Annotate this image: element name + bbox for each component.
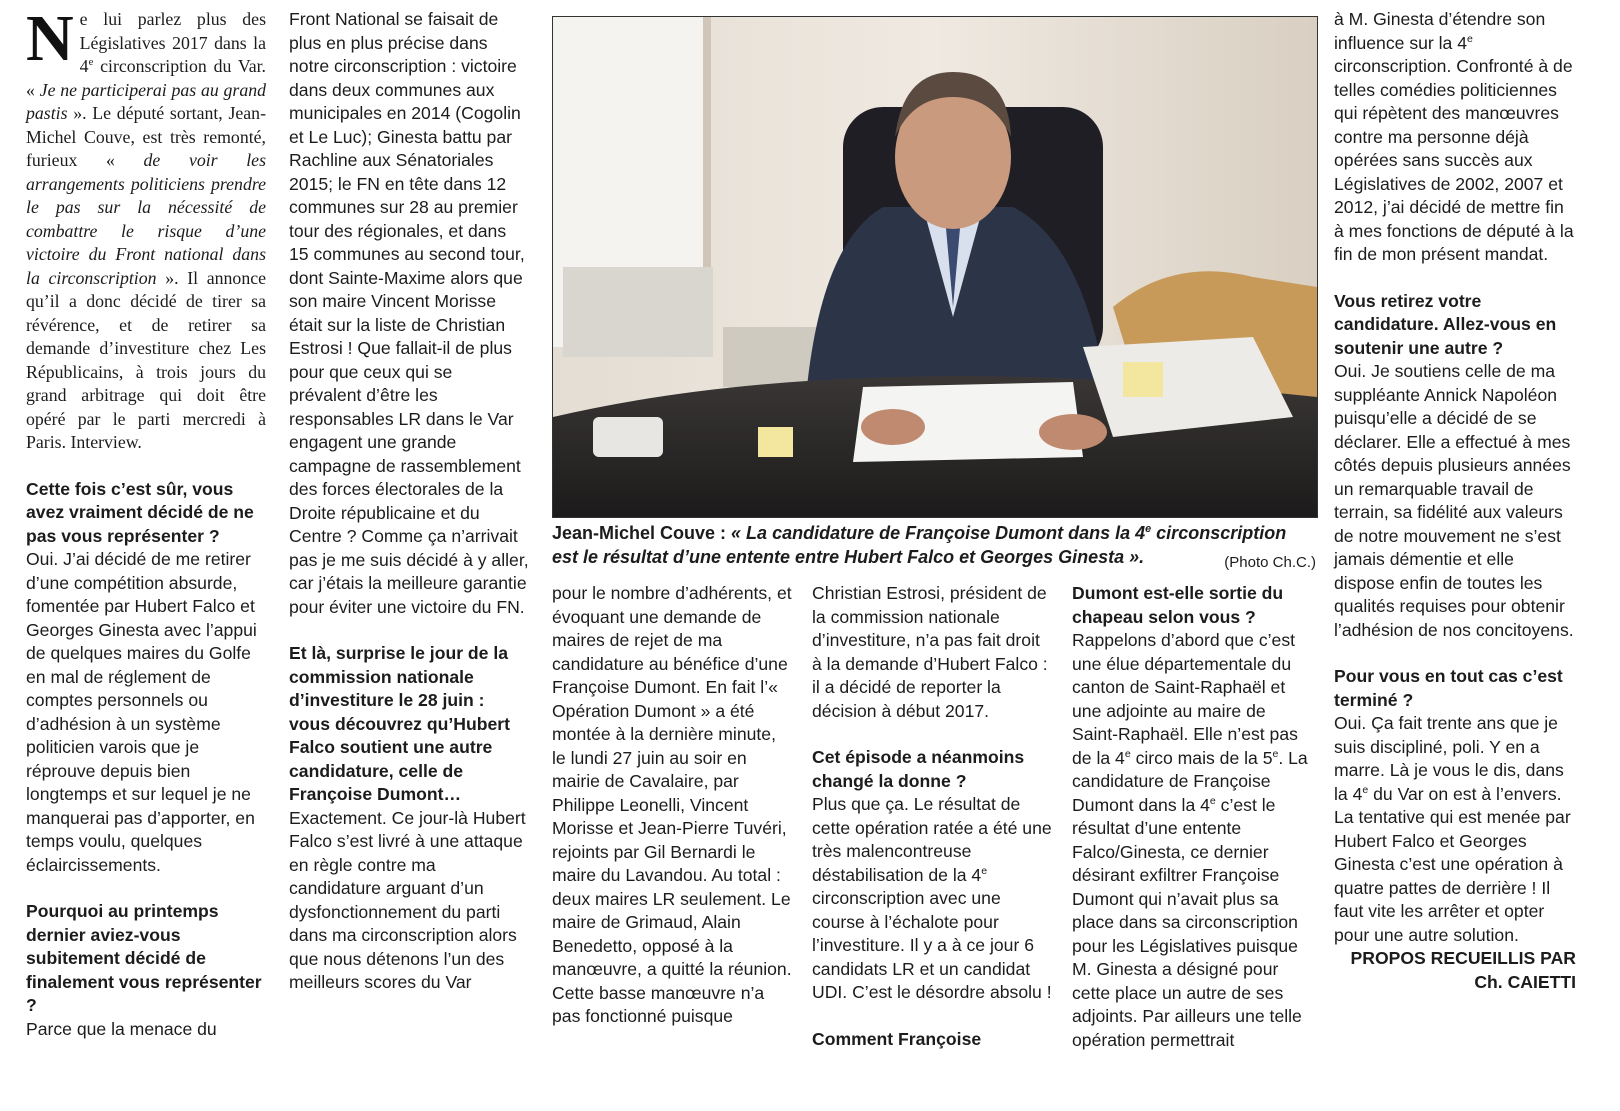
column-2 <box>289 8 529 995</box>
column-1 <box>26 2 266 1041</box>
column-3 <box>552 582 792 1029</box>
portrait-photo <box>552 16 1318 518</box>
question-5-start: Comment Françoise <box>812 1028 982 1049</box>
answer-3: Exactement. Ce jour-là Hubert Falco s’est livré à une attaque en règle contre ma candidature arguant d’un dysfonctionnement du parti dans ma circonscription alors que nous détenons l’un des meilleurs scores du Var <box>289 807 526 992</box>
answer-3-final: Christian Estrosi, président de la commission nationale d’investiture, n’a pas fait droit à la demande d’Hubert Falco : il a décidé de reporter la décision à début 2017. <box>812 583 1048 721</box>
answer-2-start: Parce que la menace du <box>26 1018 217 1039</box>
answer-2-continued: Front National se faisait de plus en plus précise dans notre circonscription : victoire dans deux communes aux municipales en 2014 (Cogolin et Le Luc); Ginesta battu par Rachline aux Sénatoriales 2015; le FN en tête dans 12 communes sur 28 au premier tour des régionales, et dans 15 communes au second tour, dont Sainte-Maxime alors que son maire Vincent Morisse était sur la liste de Christian Estrosi ! Que fallait-il de plus pour que ceux qui se prévalent d’être les responsables LR dans le Var engagent une grande campagne de rassemblement des forces électorales de la Droite républicaine et du Centre ? Comme ça n’arrivait pas je me suis décidé à y aller, car j’étais la meilleure garantie pour éviter une victoire du FN. <box>289 9 529 617</box>
drop-cap: N <box>26 2 74 75</box>
office-scene-image <box>553 17 1317 517</box>
caption-quote: « La candidature de Françoise Dumont dans la 4e circonscription est le résultat d’une entente entre Hubert Falco et Georges Ginesta ». <box>552 523 1287 567</box>
column-6 <box>1334 8 1576 994</box>
answer-6: Oui. Je soutiens celle de ma suppléante Annick Napoléon puisqu’elle a décidé de se déclarer. Elle a effectué à mes côtés depuis plusieurs années un remarquable travail de terrain, sa fidélité aux valeurs de notre mouvement ne s’est jamais démentie et elle dispose enfin de toutes les qualités requises pour obtenir l’adhésion de nos concitoyens. <box>1334 361 1574 640</box>
caption-name: Jean-Michel Couve : <box>552 523 732 543</box>
answer-1: Oui. J’ai décidé de me retirer d’une compétition absurde, fomentée par Hubert Falco et Georges Ginesta avec l’appui de quelques maires du Golfe en mal de réglement de comptes personnels ou d’adhésion à un système politicien varois que je réprouve depuis bien longtemps et sur lequel je ne manquerai pas d’apporter, en temps voulu, quelques éclaircissements. <box>26 549 257 875</box>
answer-3-end: Cette basse manœuvre n’a pas fonctionné puisque <box>552 982 765 1026</box>
question-4: Cet épisode a néanmoins changé la donne ? <box>812 747 1025 791</box>
answer-3-continued: pour le nombre d’adhérents, et évoquant une demande de maires de rejet de ma candidature au bénéfice d’une Françoise Dumont. En fait l’« Opération Dumont » a été montée à la dernière minute, le lundi 27 juin au soir en mairie de Cavalaire, par Philippe Leonelli, Vincent Morisse et Jean-Pierre Tuvéri, rejoints par Gil Bernardi le maire du Lavandou. Au total : deux maires LR seulement. Le maire de Grimaud, Alain Benedetto, opposé à la manœuvre, a quitté la réunion. <box>552 583 792 979</box>
column-4 <box>812 582 1052 1051</box>
answer-5-continued: à M. Ginesta d’étendre son influence sur la 4e circonscription. Confronté à de telles comédies politiciennes qui répètent des manœuvres contre ma personne déjà opérées sans succès aux Législatives de 2002, 2007 et 2012, j’ai décidé de mettre fin à mes fonctions de député à la fin de mon présent mandat. <box>1334 9 1574 264</box>
column-5 <box>1072 582 1312 1052</box>
question-5-end: Dumont est-elle sortie du chapeau selon vous ? <box>1072 583 1284 627</box>
intro-paragraph: Ne lui parlez plus des Législatives 2017 dans la 4e circonscription du Var. « Je ne participerai pas au grand pastis ». Le député sortant, Jean-Michel Couve, est très remonté, furieux « de voir les arrangements politiciens prendre le pas sur la nécessité de combattre le risque d’une victoire du Front national dans la circonscription ». Il annonce qu’il a donc décidé de tirer sa révérence, et de retirer sa demande d’investiture chez Les Républicains, à trois jours du grand arbitrage qui doit être opéré par le parti mercredi à Paris. Interview. <box>26 2 266 452</box>
byline-line-1: PROPOS RECUEILLIS PAR <box>1350 948 1576 968</box>
photo-credit: (Photo Ch.C.) <box>1224 554 1316 571</box>
question-2: Pourquoi au printemps dernier aviez-vous subitement décidé de finalement vous représenter ? <box>26 901 262 1015</box>
photo-caption <box>552 521 1316 569</box>
answer-7: Oui. Ça fait trente ans que je suis discipliné, poli. Y en a marre. Là je vous le dis, dans la 4e du Var on est à l’envers. La tentative qui est menée par Hubert Falco et Georges Ginesta c’est une opération à quatre pattes de derrière ! Il faut vite les arrêter et opter pour une autre solution. <box>1334 713 1571 945</box>
question-1: Cette fois c’est sûr, vous avez vraiment décidé de ne pas vous représenter ? <box>26 478 254 546</box>
answer-5: Rappelons d’abord que c’est une élue départementale du canton de Saint-Raphaël et une adjointe au maire de Saint-Raphaël. Elle n’est pas de la 4e circo mais de la 5e. La candidature de Françoise Dumont dans la 4e c’est le résultat d’une entente Falco/Ginesta, ce dernier désirant exfiltrer Françoise Dumont qui n’avait plus sa place dans sa circonscription pour les Législatives puisque M. Ginesta a désigné pour cette place un autre de ses adjoints. Par ailleurs une telle opération permettrait <box>1072 630 1308 1050</box>
question-3: Et là, surprise le jour de la commission nationale d’investiture le 28 juin : vous découvrez qu’Hubert Falco soutient une autre candidature, celle de Françoise Dumont… <box>289 643 510 804</box>
answer-4: Plus que ça. Le résultat de cette opération ratée a été une très malencontreuse déstabilisation de la 4e circonscription avec une course à l’échalote pour l’investiture. Il y a à ce jour 6 candidats LR et un candidat UDI. C’est le désordre absolu ! <box>812 794 1052 1002</box>
question-7: Pour vous en tout cas c’est terminé ? <box>1334 666 1563 710</box>
byline-line-2: Ch. CAIETTI <box>1474 971 1576 992</box>
question-6: Vous retirez votre candidature. Allez-vous en soutenir une autre ? <box>1334 290 1557 358</box>
